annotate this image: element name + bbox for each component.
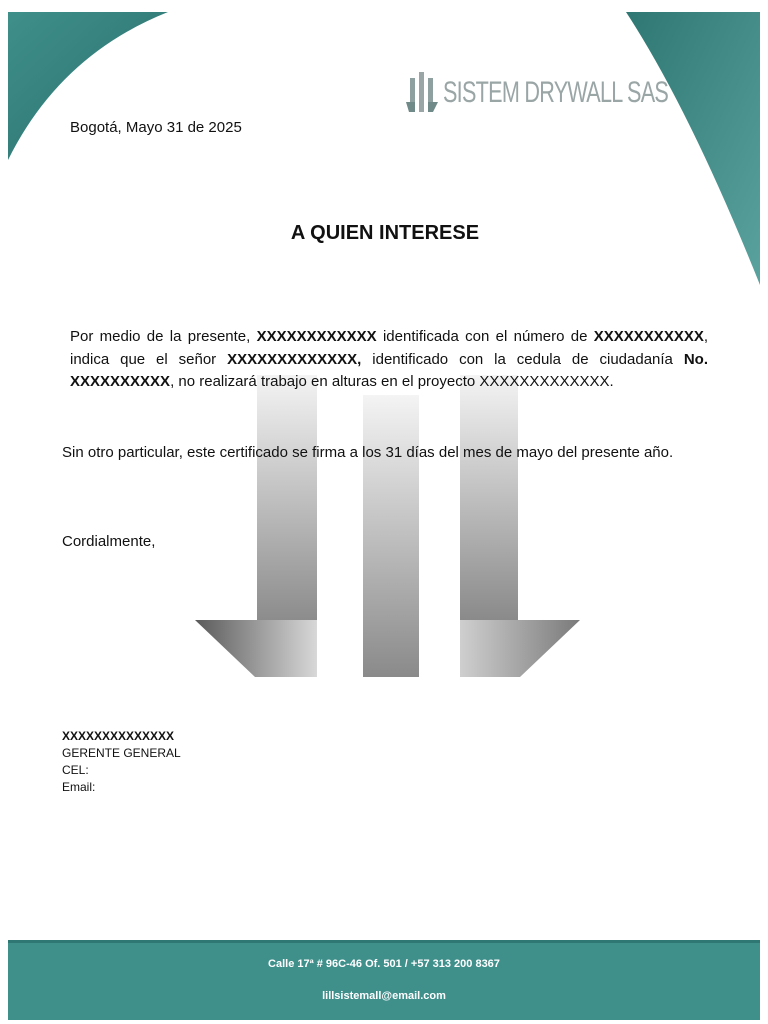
cel-label: CEL:: [62, 763, 89, 777]
jl-monogram-icon: [405, 72, 439, 114]
company-logo: [405, 72, 756, 114]
footer-bar: [8, 940, 760, 1020]
footer-email: lillsistemall@email.com: [322, 990, 446, 1002]
letter-title: A QUIEN INTERESE: [290, 222, 480, 244]
company-name: XXXXXXXXXXXX: [256, 328, 377, 345]
body-text-5: , no realizará trabajo en alturas en el proyecto XXXXXXXXXXXXX.: [170, 373, 614, 390]
footer-address: Calle 17ª # 96C-46 Of. 501 / +57 313 200 8367: [268, 958, 500, 970]
body-text-4: identificado con la cedula de ciudadanía: [361, 350, 684, 368]
signer-role: GERENTE GENERAL: [62, 746, 181, 760]
body-text-1: Por medio de la presente,: [70, 328, 257, 345]
signer-name: XXXXXXXXXXXXXX: [62, 729, 175, 743]
company-id: XXXXXXXXXXX: [593, 328, 704, 345]
email-label: Email:: [62, 780, 96, 794]
letter-date: Bogotá, Mayo 31 de 2025: [70, 119, 242, 136]
regards: Cordialmente,: [62, 533, 156, 550]
signature-block: [62, 728, 181, 796]
watermark-logo: [195, 375, 585, 680]
company-name-logo: SISTEM DRYWALL SAS: [443, 76, 669, 109]
top-left-corner-shape: [8, 12, 168, 160]
closing-sentence: Sin otro particular, este certificado se firma a los 31 días del mes de mayo del presente año.: [62, 444, 674, 461]
body-paragraph: [70, 326, 708, 394]
id-number: No. XXXXXXXXXX: [70, 350, 708, 390]
person-name: XXXXXXXXXXXXX,: [227, 350, 362, 368]
body-text-3: , indica que el señor: [70, 328, 709, 368]
body-text-2: identificada con el número de: [376, 328, 594, 345]
